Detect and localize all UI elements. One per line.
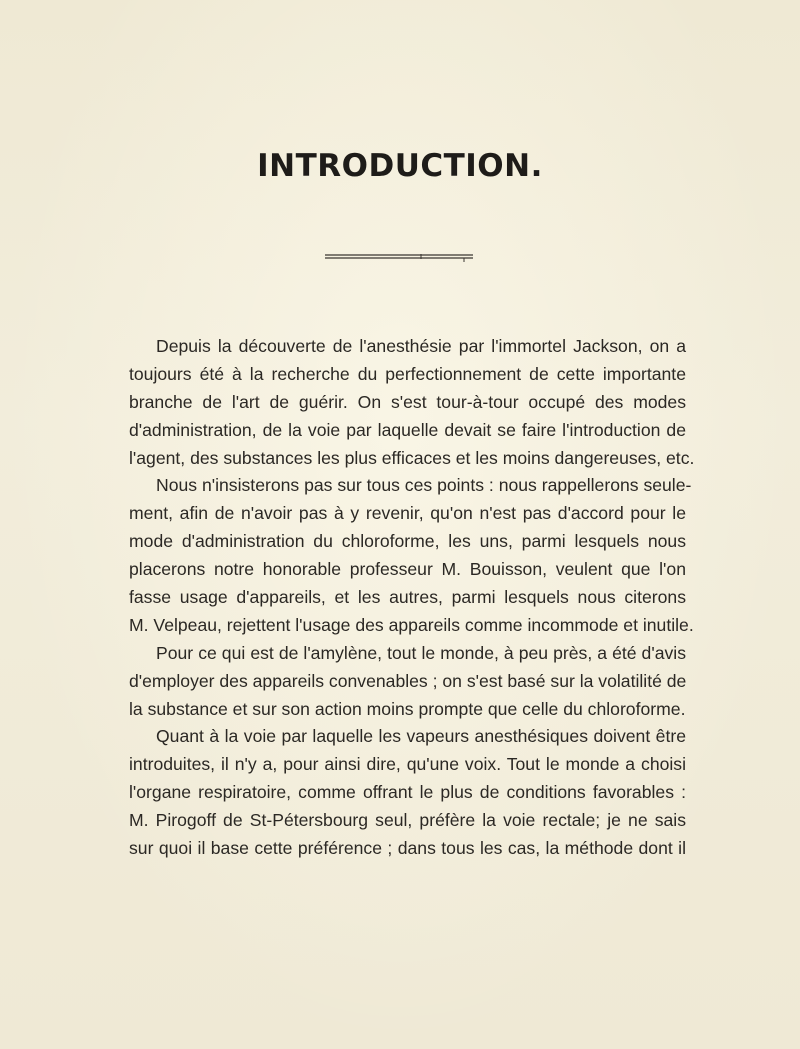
text-line: sur quoi il base cette préférence ; dans tous les cas, la méthode dont il <box>129 838 686 859</box>
paragraph <box>102 472 694 639</box>
text-line: la substance et sur son action moins prompte que celle du chloroforme. <box>129 698 686 719</box>
text-line: Nous n'insisterons pas sur tous ces points : nous rappellerons seule- <box>156 475 692 496</box>
text-line: introduites, il n'y a, pour ainsi dire, qu'une voix. Tout le monde a choisi <box>129 754 686 775</box>
text-line: Pour ce qui est de l'amylène, tout le monde, à peu près, a été d'avis <box>156 642 686 663</box>
text-line: ment, afin de n'avoir pas à y revenir, qu'on n'est pas d'accord pour le <box>129 503 686 524</box>
text-line: Depuis la découverte de l'anesthésie par l'immortel Jackson, on a <box>156 336 686 356</box>
text-line: M. Pirogoff de St-Pétersbourg seul, préfère la voie rectale; je ne sais <box>129 810 686 831</box>
text-line: Quant à la voie par laquelle les vapeurs anesthésiques doivent être <box>156 726 686 747</box>
text-line: M. Velpeau, rejettent l'usage des appareils comme incommode et inutile. <box>129 614 694 635</box>
text-line: l'organe respiratoire, comme offrant le plus de conditions favorables : <box>129 782 686 803</box>
text-line: l'agent, des substances les plus efficaces et les moins dangereuses, etc. <box>129 447 695 468</box>
text-line: placerons notre honorable professeur M. Bouisson, veulent que l'on <box>129 559 686 580</box>
text-line: mode d'administration du chloroforme, les uns, parmi lesquels nous <box>129 531 686 552</box>
text-line: d'administration, de la voie par laquelle devait se faire l'introduction de <box>129 419 686 440</box>
page-title: INTRODUCTION. <box>257 148 543 184</box>
paragraph <box>102 640 686 724</box>
text-line: toujours été à la recherche du perfectionnement de cette importante <box>129 363 686 384</box>
text-line: fasse usage d'appareils, et les autres, parmi lesquels nous citerons <box>129 587 686 608</box>
decorative-rule <box>325 251 473 263</box>
text-line: branche de l'art de guérir. On s'est tour-à-tour occupé des modes <box>129 391 686 412</box>
body-text <box>102 333 695 863</box>
text-line: d'employer des appareils convenables ; on s'est basé sur la volatilité de <box>129 670 687 691</box>
paragraph <box>102 723 686 862</box>
paragraph <box>102 333 695 472</box>
